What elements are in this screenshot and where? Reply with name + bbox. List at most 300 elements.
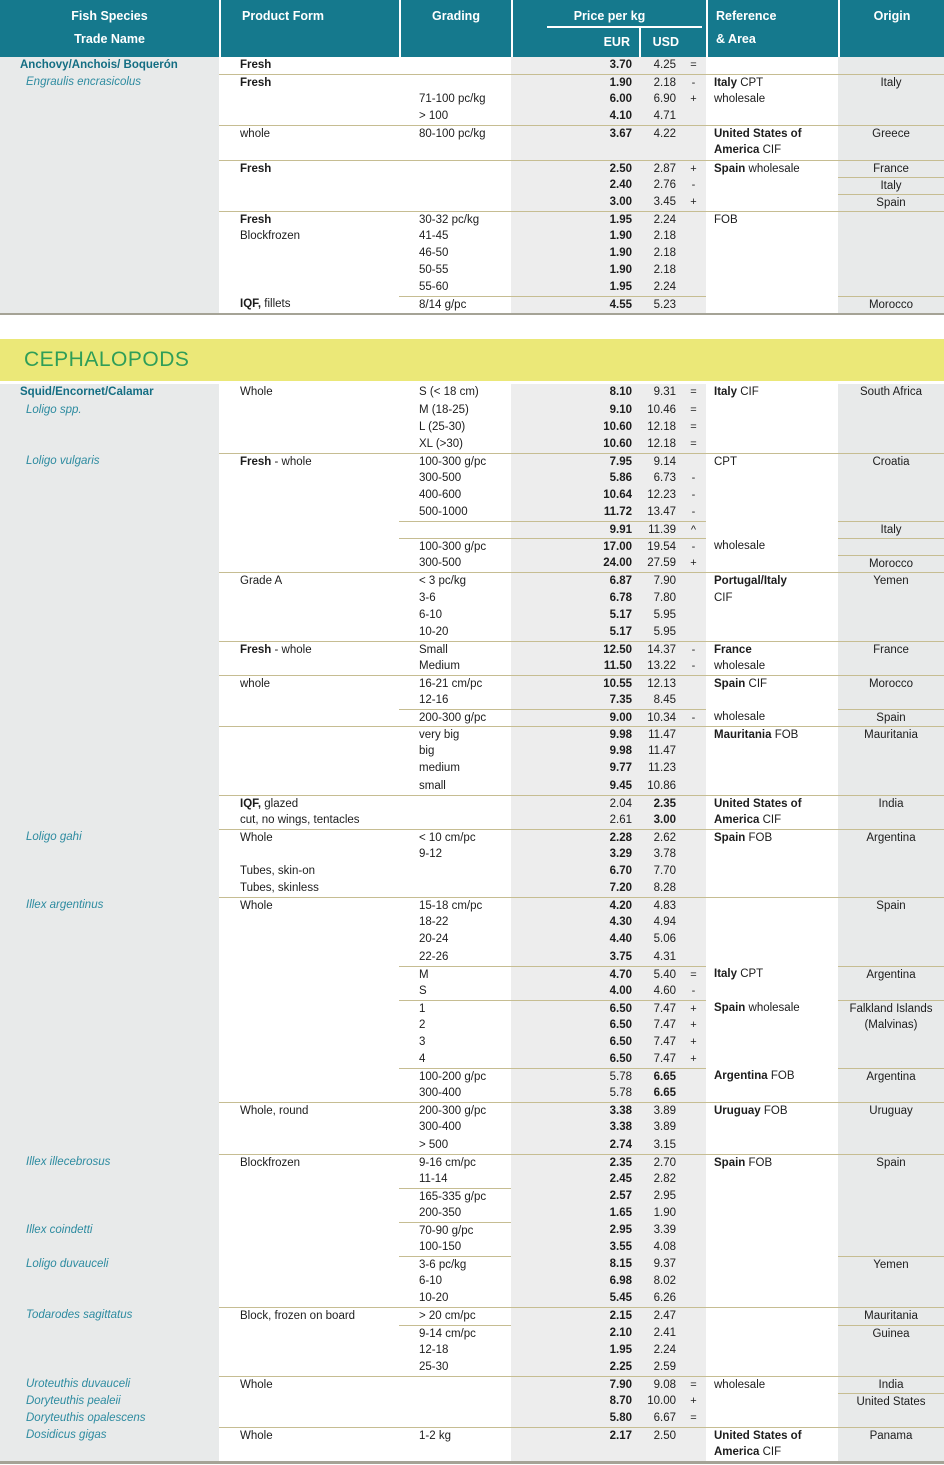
origin-cell: Falkland Islands [838, 1000, 944, 1017]
price-eur-cell: 2.25 [511, 1359, 637, 1376]
product-form-cell [219, 1051, 399, 1068]
price-usd-cell: 2.50 [637, 1427, 681, 1444]
grading-cell: Small [399, 641, 511, 658]
origin-cell [838, 279, 944, 296]
origin-cell [838, 692, 944, 709]
grading-cell: L (25-30) [419, 420, 466, 433]
price-eur-cell: 9.10 [511, 402, 637, 419]
grading-cell: 2 [419, 1018, 426, 1031]
change-symbol [681, 743, 706, 760]
reference-cell [706, 914, 838, 931]
change-symbol: - [681, 538, 706, 555]
grading-cell [399, 177, 511, 194]
price-eur-cell: 5.17 [511, 624, 637, 641]
species-cell [0, 1137, 219, 1154]
reference-cell: wholesale [714, 93, 766, 106]
product-form-cell [219, 1273, 399, 1290]
price-eur-cell: 10.60 [511, 436, 637, 453]
species-cell [0, 709, 219, 726]
price-eur-cell: 3.70 [511, 57, 637, 74]
reference-cell: Spain CIF [706, 675, 838, 692]
header-grading [399, 0, 511, 57]
header-price-group [511, 0, 706, 57]
origin-cell [838, 1034, 944, 1051]
species-cell [0, 949, 219, 966]
product-form-cell [219, 743, 399, 760]
price-eur-cell [511, 1444, 637, 1461]
price-eur-cell: 4.00 [511, 983, 637, 1000]
price-usd-cell: 5.95 [637, 624, 681, 641]
change-symbol: + [681, 1393, 706, 1410]
grading-cell: 10-20 [419, 625, 449, 638]
species-cell [0, 1017, 219, 1034]
price-usd-cell: 11.23 [637, 760, 681, 777]
price-usd-cell: 9.31 [637, 384, 681, 401]
grading-cell: 41-45 [419, 229, 449, 242]
price-usd-cell: 7.47 [637, 1000, 681, 1017]
species-cell [0, 521, 219, 538]
origin-cell: Spain [838, 897, 944, 914]
reference-cell [706, 108, 838, 125]
reference-cell: America CIF [714, 1446, 782, 1459]
reference-cell [706, 846, 838, 863]
price-eur-cell: 3.38 [511, 1102, 637, 1119]
price-usd-cell: 4.25 [637, 57, 681, 74]
product-form-cell [219, 949, 399, 966]
price-eur-cell: 5.78 [511, 1068, 637, 1085]
reference-cell [706, 1290, 838, 1307]
change-symbol [681, 863, 706, 880]
price-usd-cell: 10.46 [637, 402, 681, 419]
change-symbol: - [681, 641, 706, 658]
change-symbol [681, 675, 706, 692]
price-eur-cell: 1.95 [511, 1342, 637, 1359]
change-symbol [681, 125, 706, 142]
grading-cell: 3-6 [419, 591, 436, 604]
product-form-cell: cut, no wings, tentacles [240, 813, 360, 826]
grading-cell: 71-100 pc/kg [419, 93, 486, 106]
origin-cell: Greece [838, 125, 944, 142]
grading-cell: 30-32 pc/kg [399, 211, 511, 228]
grading-cell: 4 [419, 1053, 426, 1066]
change-symbol [681, 812, 706, 829]
origin-cell [838, 487, 944, 504]
price-subheader [513, 28, 706, 57]
species-cell [0, 1239, 219, 1256]
species-cell [0, 1034, 219, 1051]
change-symbol [681, 1085, 706, 1102]
species-cell [0, 504, 219, 521]
reference-cell [706, 743, 838, 760]
price-eur-cell: 4.40 [511, 931, 637, 948]
species-cell: Doryteuthis pealeii [0, 1393, 219, 1410]
grading-cell: medium [419, 762, 460, 775]
product-form-cell [219, 966, 399, 983]
price-usd-cell: 4.94 [637, 914, 681, 931]
reference-cell: Spain FOB [706, 1154, 838, 1171]
header-eur: EUR [603, 35, 630, 49]
change-symbol [681, 778, 706, 795]
change-symbol [681, 245, 706, 262]
change-symbol [681, 1307, 706, 1324]
reference-cell [706, 897, 838, 914]
origin-cell [838, 760, 944, 777]
change-symbol: - [681, 658, 706, 675]
origin-cell: Mauritania [838, 1307, 944, 1324]
change-symbol: + [681, 555, 706, 572]
reference-cell [706, 1410, 838, 1427]
change-symbol: ^ [681, 521, 706, 538]
species-cell [0, 1102, 219, 1119]
origin-cell [838, 743, 944, 760]
price-usd-cell: 2.76 [637, 177, 681, 194]
change-symbol: = [681, 57, 706, 74]
species-cell [0, 1205, 219, 1222]
product-form-cell [219, 983, 399, 1000]
price-eur-cell: 6.78 [511, 590, 637, 607]
origin-cell: Yemen [838, 1256, 944, 1273]
product-form-cell [219, 914, 399, 931]
price-usd-cell: 4.08 [637, 1239, 681, 1256]
origin-cell [838, 1085, 944, 1102]
price-usd-cell: 2.95 [637, 1188, 681, 1205]
change-symbol [681, 279, 706, 296]
cephalopods-rows [0, 384, 944, 1464]
grading-cell: 300-500 [419, 557, 462, 570]
reference-cell [706, 262, 838, 279]
grading-cell [399, 142, 511, 159]
price-eur-cell: 6.87 [511, 572, 637, 589]
price-usd-cell: 3.39 [637, 1222, 681, 1239]
change-symbol [681, 795, 706, 812]
price-usd-cell: 12.18 [637, 419, 681, 436]
grading-cell: 300-400 [419, 1121, 462, 1134]
species-cell [0, 863, 219, 880]
price-usd-cell: 7.80 [637, 590, 681, 607]
species-cell [0, 1342, 219, 1359]
price-usd-cell: 2.70 [637, 1154, 681, 1171]
species-cell [0, 624, 219, 641]
product-form-cell [219, 931, 399, 948]
price-usd-cell: 8.45 [637, 692, 681, 709]
species-cell [0, 487, 219, 504]
change-symbol: - [681, 487, 706, 504]
origin-cell [838, 983, 944, 1000]
species-cell [0, 743, 219, 760]
price-eur-cell: 5.45 [511, 1290, 637, 1307]
origin-cell: Panama [838, 1427, 944, 1444]
price-eur-cell: 2.40 [511, 177, 637, 194]
change-symbol: = [681, 402, 706, 419]
reference-cell [706, 279, 838, 296]
grading-cell: 12-18 [419, 1343, 449, 1356]
product-form-cell: whole [219, 675, 399, 692]
change-symbol [681, 1325, 706, 1342]
reference-cell: United States of [706, 1427, 838, 1444]
grading-cell: 3-6 pc/kg [399, 1256, 511, 1273]
reference-cell [706, 1359, 838, 1376]
species-cell [0, 914, 219, 931]
species-cell [0, 436, 219, 453]
change-symbol [681, 262, 706, 279]
origin-cell [838, 211, 944, 228]
product-form-cell [219, 436, 399, 453]
price-usd-cell: 7.47 [637, 1017, 681, 1034]
reference-cell: America CIF [714, 813, 782, 826]
reference-cell [706, 880, 838, 897]
origin-cell [838, 1444, 944, 1461]
origin-cell: France [838, 641, 944, 658]
reference-cell: Italy CIF [714, 386, 759, 399]
price-usd-cell: 3.78 [637, 846, 681, 863]
origin-cell [838, 880, 944, 897]
section-title: CEPHALOPODS [24, 348, 190, 372]
price-eur-cell: 1.95 [511, 211, 637, 228]
reference-cell [706, 177, 838, 194]
product-form-cell [219, 1325, 399, 1342]
price-usd-cell: 2.87 [637, 160, 681, 177]
price-eur-cell: 5.86 [511, 470, 637, 487]
species-cell [0, 108, 219, 125]
change-symbol: = [681, 1376, 706, 1393]
price-usd-cell: 7.90 [637, 572, 681, 589]
header-product-form [219, 0, 399, 57]
origin-cell [838, 1171, 944, 1188]
price-usd-cell: 4.60 [637, 983, 681, 1000]
product-form-cell: Fresh [219, 74, 399, 91]
origin-cell [838, 228, 944, 245]
section-gap [0, 315, 944, 339]
change-symbol [681, 1102, 706, 1119]
price-usd-cell: 10.00 [637, 1393, 681, 1410]
origin-cell: Italy [838, 74, 944, 91]
reference-cell: France [706, 641, 838, 658]
product-form-cell: Whole [219, 897, 399, 914]
origin-cell [838, 538, 944, 555]
grading-cell: > 500 [419, 1138, 449, 1151]
grading-cell: 200-300 g/pc [399, 1102, 511, 1119]
origin-cell [838, 1188, 944, 1205]
price-eur-cell: 2.17 [511, 1427, 637, 1444]
species-cell [0, 194, 219, 211]
product-form-cell [219, 262, 399, 279]
origin-cell [838, 1051, 944, 1068]
origin-cell: (Malvinas) [838, 1017, 944, 1034]
grading-cell: 6-10 [419, 608, 443, 621]
origin-cell [838, 624, 944, 641]
origin-cell [838, 504, 944, 521]
species-cell [0, 125, 219, 142]
grading-cell: 100-200 g/pc [399, 1068, 511, 1085]
change-symbol [681, 1068, 706, 1085]
reference-cell [706, 1325, 838, 1342]
header-species-line2: Trade Name [74, 32, 145, 46]
price-eur-cell: 9.98 [511, 743, 637, 760]
grading-cell: M (18-25) [419, 403, 469, 416]
grading-cell: 165-335 g/pc [399, 1188, 511, 1205]
reference-cell [706, 57, 838, 74]
change-symbol [681, 211, 706, 228]
grading-cell: 500-1000 [419, 506, 468, 519]
product-form-cell: IQF, glazed [219, 795, 399, 812]
grading-cell [399, 795, 511, 812]
price-usd-cell: 12.23 [637, 487, 681, 504]
change-symbol [681, 453, 706, 470]
grading-cell: 46-50 [419, 247, 449, 260]
price-eur-cell: 3.00 [511, 194, 637, 211]
price-eur-cell: 8.10 [511, 384, 637, 401]
reference-cell: Spain wholesale [706, 160, 838, 177]
origin-cell [838, 1359, 944, 1376]
species-cell [0, 160, 219, 177]
reference-cell [706, 1205, 838, 1222]
price-usd-cell: 9.37 [637, 1256, 681, 1273]
species-cell: Dosidicus gigas [0, 1427, 219, 1444]
product-form-cell [219, 760, 399, 777]
reference-cell: CPT [706, 453, 838, 470]
reference-cell [706, 760, 838, 777]
price-usd-cell: 11.39 [637, 521, 681, 538]
price-usd-cell: 5.06 [637, 931, 681, 948]
origin-cell [838, 1273, 944, 1290]
reference-cell [706, 436, 838, 453]
price-usd-cell: 6.90 [637, 91, 681, 108]
product-form-cell [219, 846, 399, 863]
product-form-cell: Fresh [219, 160, 399, 177]
price-eur-cell: 3.67 [511, 125, 637, 142]
reference-cell: FOB [706, 211, 838, 228]
product-form-cell [219, 1239, 399, 1256]
product-form-cell [219, 279, 399, 296]
species-cell [0, 91, 219, 108]
cephalopods-section-band [0, 339, 944, 381]
product-form-cell: Whole [219, 1427, 399, 1444]
product-form-cell [219, 1222, 399, 1239]
product-form-cell [219, 1444, 399, 1461]
reference-cell [706, 1188, 838, 1205]
reference-cell: United States of [706, 795, 838, 812]
price-eur-cell: 11.72 [511, 504, 637, 521]
reference-cell: Argentina FOB [714, 1070, 795, 1083]
origin-cell: Argentina [838, 966, 944, 983]
change-symbol [681, 1290, 706, 1307]
reference-cell [706, 1307, 838, 1324]
price-eur-cell: 1.90 [511, 74, 637, 91]
price-eur-cell: 10.60 [511, 419, 637, 436]
grading-cell: 9-12 [419, 847, 443, 860]
price-usd-cell: 11.47 [637, 743, 681, 760]
price-eur-cell: 3.75 [511, 949, 637, 966]
header-usd: USD [639, 28, 708, 57]
price-eur-cell: 1.90 [511, 228, 637, 245]
change-symbol [681, 1239, 706, 1256]
reference-cell [706, 1256, 838, 1273]
price-usd-cell: 3.00 [637, 812, 681, 829]
grading-cell: 1 [399, 1000, 511, 1017]
change-symbol: - [681, 74, 706, 91]
grading-cell: big [419, 745, 435, 758]
price-eur-cell: 17.00 [511, 538, 637, 555]
species-cell [0, 142, 219, 159]
change-symbol [681, 726, 706, 743]
price-eur-cell: 12.50 [511, 641, 637, 658]
change-symbol [681, 1359, 706, 1376]
price-usd-cell: 2.18 [637, 74, 681, 91]
origin-cell [838, 1410, 944, 1427]
origin-cell: Spain [838, 1154, 944, 1171]
change-symbol: = [681, 419, 706, 436]
species-cell [0, 1068, 219, 1085]
grading-cell: S [419, 984, 427, 997]
reference-cell [706, 607, 838, 624]
reference-cell: Portugal/Italy [706, 572, 838, 589]
price-eur-cell: 3.29 [511, 846, 637, 863]
species-cell [0, 795, 219, 812]
species-cell [0, 1051, 219, 1068]
species-cell [0, 1171, 219, 1188]
product-form-cell [219, 1119, 399, 1136]
change-symbol [681, 949, 706, 966]
species-cell [0, 931, 219, 948]
price-eur-cell: 3.55 [511, 1239, 637, 1256]
species-cell [0, 1359, 219, 1376]
origin-cell [838, 863, 944, 880]
species-cell [0, 262, 219, 279]
origin-cell: Italy [838, 177, 944, 194]
price-eur-cell: 9.00 [511, 709, 637, 726]
grading-cell: 300-400 [419, 1087, 462, 1100]
species-cell [0, 778, 219, 795]
price-eur-cell: 5.78 [511, 1085, 637, 1102]
origin-cell: India [838, 795, 944, 812]
price-usd-cell: 2.59 [637, 1359, 681, 1376]
price-eur-cell: 7.20 [511, 880, 637, 897]
species-cell: Loligo duvauceli [0, 1256, 219, 1273]
grading-cell [399, 194, 511, 211]
header-product-form-label: Product Form [242, 9, 324, 23]
origin-cell: South Africa [838, 384, 944, 401]
change-symbol: + [681, 1017, 706, 1034]
origin-cell: Uruguay [838, 1102, 944, 1119]
reference-cell [706, 949, 838, 966]
species-cell: Uroteuthis duvauceli [0, 1376, 219, 1393]
price-usd-cell: 7.47 [637, 1034, 681, 1051]
grading-cell [399, 812, 511, 829]
price-eur-cell: 1.90 [511, 245, 637, 262]
product-form-cell [219, 658, 399, 675]
origin-cell [838, 245, 944, 262]
product-form-cell [219, 1171, 399, 1188]
price-usd-cell: 4.83 [637, 897, 681, 914]
grading-cell: 9-14 cm/pc [399, 1325, 511, 1342]
product-form-cell: Block, frozen on board [219, 1307, 399, 1324]
price-eur-cell: 6.50 [511, 1017, 637, 1034]
origin-cell: Argentina [838, 1068, 944, 1085]
change-symbol [681, 142, 706, 159]
reference-cell: United States of [706, 125, 838, 142]
price-eur-cell: 6.70 [511, 863, 637, 880]
grading-cell: small [419, 779, 446, 792]
origin-cell [838, 108, 944, 125]
price-eur-cell: 8.70 [511, 1393, 637, 1410]
origin-cell [838, 846, 944, 863]
reference-cell [706, 983, 838, 1000]
price-usd-cell: 6.73 [637, 470, 681, 487]
header-origin [838, 0, 944, 57]
grading-cell: Medium [419, 659, 460, 672]
change-symbol: = [681, 966, 706, 983]
product-form-cell [219, 402, 399, 419]
